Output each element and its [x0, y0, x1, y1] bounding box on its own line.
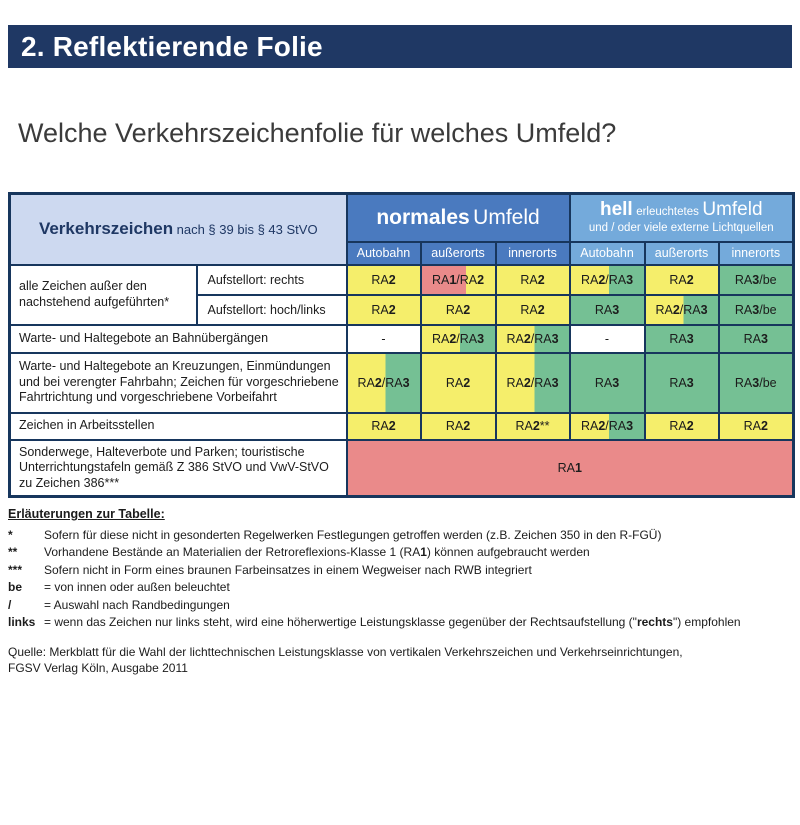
page-subtitle: Welche Verkehrszeichenfolie für welches Umfeld? [18, 118, 617, 148]
footnote-marker: links [8, 615, 36, 630]
category-cell: Warte- und Haltegebote an Kreuzungen, Einmündungen und bei verengter Fahrbahn; Zeichen für vorgeschriebene Fahrtrichtung und vorgeschriebene Vorbeifahrt [10, 353, 347, 413]
footnote-item [8, 579, 792, 596]
rating-cell: RA2 [645, 265, 719, 295]
group-header-normales-umfeld: normales Umfeld [347, 194, 570, 242]
footnote-text: Sofern für diese nicht in gesonderten Regelwerken Festlegungen getroffen werden (z.B. Zeichen 350 in den R-FGÜ) [44, 528, 662, 542]
footnote-text: Sofern nicht in Form eines braunen Farbeinsatzes in einem Wegweiser nach RWB integriert [44, 562, 532, 577]
corner-header-verkehrszeichen [10, 194, 347, 265]
rating-cell: RA2 [421, 295, 496, 325]
column-header-hell-autobahn: Autobahn [570, 242, 645, 265]
footnote-marker: / [8, 597, 12, 612]
footnote-item [8, 562, 792, 579]
rating-cell: RA3 [719, 325, 794, 353]
footnotes-section [8, 507, 792, 631]
rating-cell: RA2 [496, 265, 570, 295]
rating-cell: RA2** [496, 413, 570, 440]
footnote-text: Vorhandene Bestände an Materialien der Retroreflexions-Klasse 1 (RA1) können aufgebraucht werden [44, 545, 590, 560]
rating-cell: RA3/be [719, 265, 794, 295]
category-cell: alle Zeichen außer den nachstehend aufgeführten* [10, 265, 197, 325]
rating-cell: RA2 [347, 295, 421, 325]
rating-cell: RA2 [645, 413, 719, 440]
footnote-text: = wenn das Zeichen nur links steht, wird eine höherwertige Leistungsklasse gegenüber der Rechtsaufstellung ("rechts") empfohlen [44, 615, 741, 630]
column-header-normal-ausserorts: außerorts [421, 242, 496, 265]
corner-header-normal: nach § 39 bis § 43 StVO [176, 222, 318, 238]
rating-cell: RA2/RA3 [496, 353, 570, 413]
rating-cell: RA2 [421, 353, 496, 413]
category-cell: Zeichen in Arbeitsstellen [10, 413, 347, 440]
footnote-text: = Auswahl nach Randbedingungen [44, 597, 230, 612]
rating-cell: RA1/RA2 [421, 265, 496, 295]
aufstellort-cell: Aufstellort: rechts [197, 265, 347, 295]
group-header-hell-umfeld: hell erleuchtetes Umfeld und / oder viele externe Lichtquellen [570, 194, 794, 242]
foil-selection-table [8, 192, 795, 498]
category-cell: Sonderwege, Halteverbote und Parken; touristische Unterrichtungstafeln gemäß Z 386 StVO und VwV-StVO zu Zeichen 386*** [10, 440, 347, 497]
rating-cell: RA2 [719, 413, 794, 440]
footnote-item [8, 614, 792, 631]
source-citation [8, 644, 792, 676]
footnote-marker: ** [8, 545, 18, 560]
rating-cell: RA2/RA3 [347, 353, 421, 413]
rating-cell: RA2/RA3 [421, 325, 496, 353]
rating-cell: RA3 [570, 353, 645, 413]
rating-cell: RA2/RA3 [570, 265, 645, 295]
corner-header-bold: Verkehrszeichen [38, 219, 174, 239]
rating-cell: RA3 [645, 325, 719, 353]
page-title: 2. Reflektierende Folie [21, 30, 323, 62]
footnote-item [8, 544, 792, 561]
footnote-list [8, 527, 792, 631]
rating-cell: RA2/RA3 [570, 413, 645, 440]
table-row [10, 353, 794, 413]
document-page [0, 25, 800, 825]
aufstellort-cell: Aufstellort: hoch/links [197, 295, 347, 325]
rating-cell-merged: RA1 [347, 440, 794, 497]
category-cell: Warte- und Haltegebote an Bahnübergängen [10, 325, 347, 353]
footnotes-heading: Erläuterungen zur Tabelle: [8, 507, 165, 521]
table-row [10, 413, 794, 440]
source-line2: FGSV Verlag Köln, Ausgabe 2011 [8, 661, 188, 676]
footnote-item [8, 527, 792, 544]
rating-cell: RA2/RA3 [496, 325, 570, 353]
footnote-marker: * [8, 528, 13, 542]
footnote-marker: *** [8, 562, 23, 577]
footnote-marker: be [8, 580, 23, 595]
table-row [10, 325, 794, 353]
rating-cell: - [570, 325, 645, 353]
rating-cell: RA2 [421, 413, 496, 440]
rating-cell: RA3/be [719, 353, 794, 413]
rating-cell: RA2 [347, 413, 421, 440]
source-line1: Quelle: Merkblatt für die Wahl der lichttechnischen Leistungsklasse von vertikalen Verkehrszeichen und Verkehrseinrichtungen, [8, 645, 683, 660]
column-header-normal-innerorts: innerorts [496, 242, 570, 265]
rating-cell: RA3 [645, 353, 719, 413]
title-bar [8, 25, 792, 68]
footnote-item [8, 597, 792, 614]
rating-cell: - [347, 325, 421, 353]
footnote-text: = von innen oder außen beleuchtet [44, 580, 230, 595]
rating-cell: RA2 [347, 265, 421, 295]
column-header-hell-ausserorts: außerorts [645, 242, 719, 265]
rating-cell: RA3/be [719, 295, 794, 325]
rating-cell: RA3 [570, 295, 645, 325]
table-row [10, 440, 794, 497]
rating-cell: RA2 [496, 295, 570, 325]
column-header-hell-innerorts: innerorts [719, 242, 794, 265]
table-row [10, 265, 794, 295]
rating-cell: RA2/RA3 [645, 295, 719, 325]
group-header-row [10, 194, 794, 242]
column-header-normal-autobahn: Autobahn [347, 242, 421, 265]
